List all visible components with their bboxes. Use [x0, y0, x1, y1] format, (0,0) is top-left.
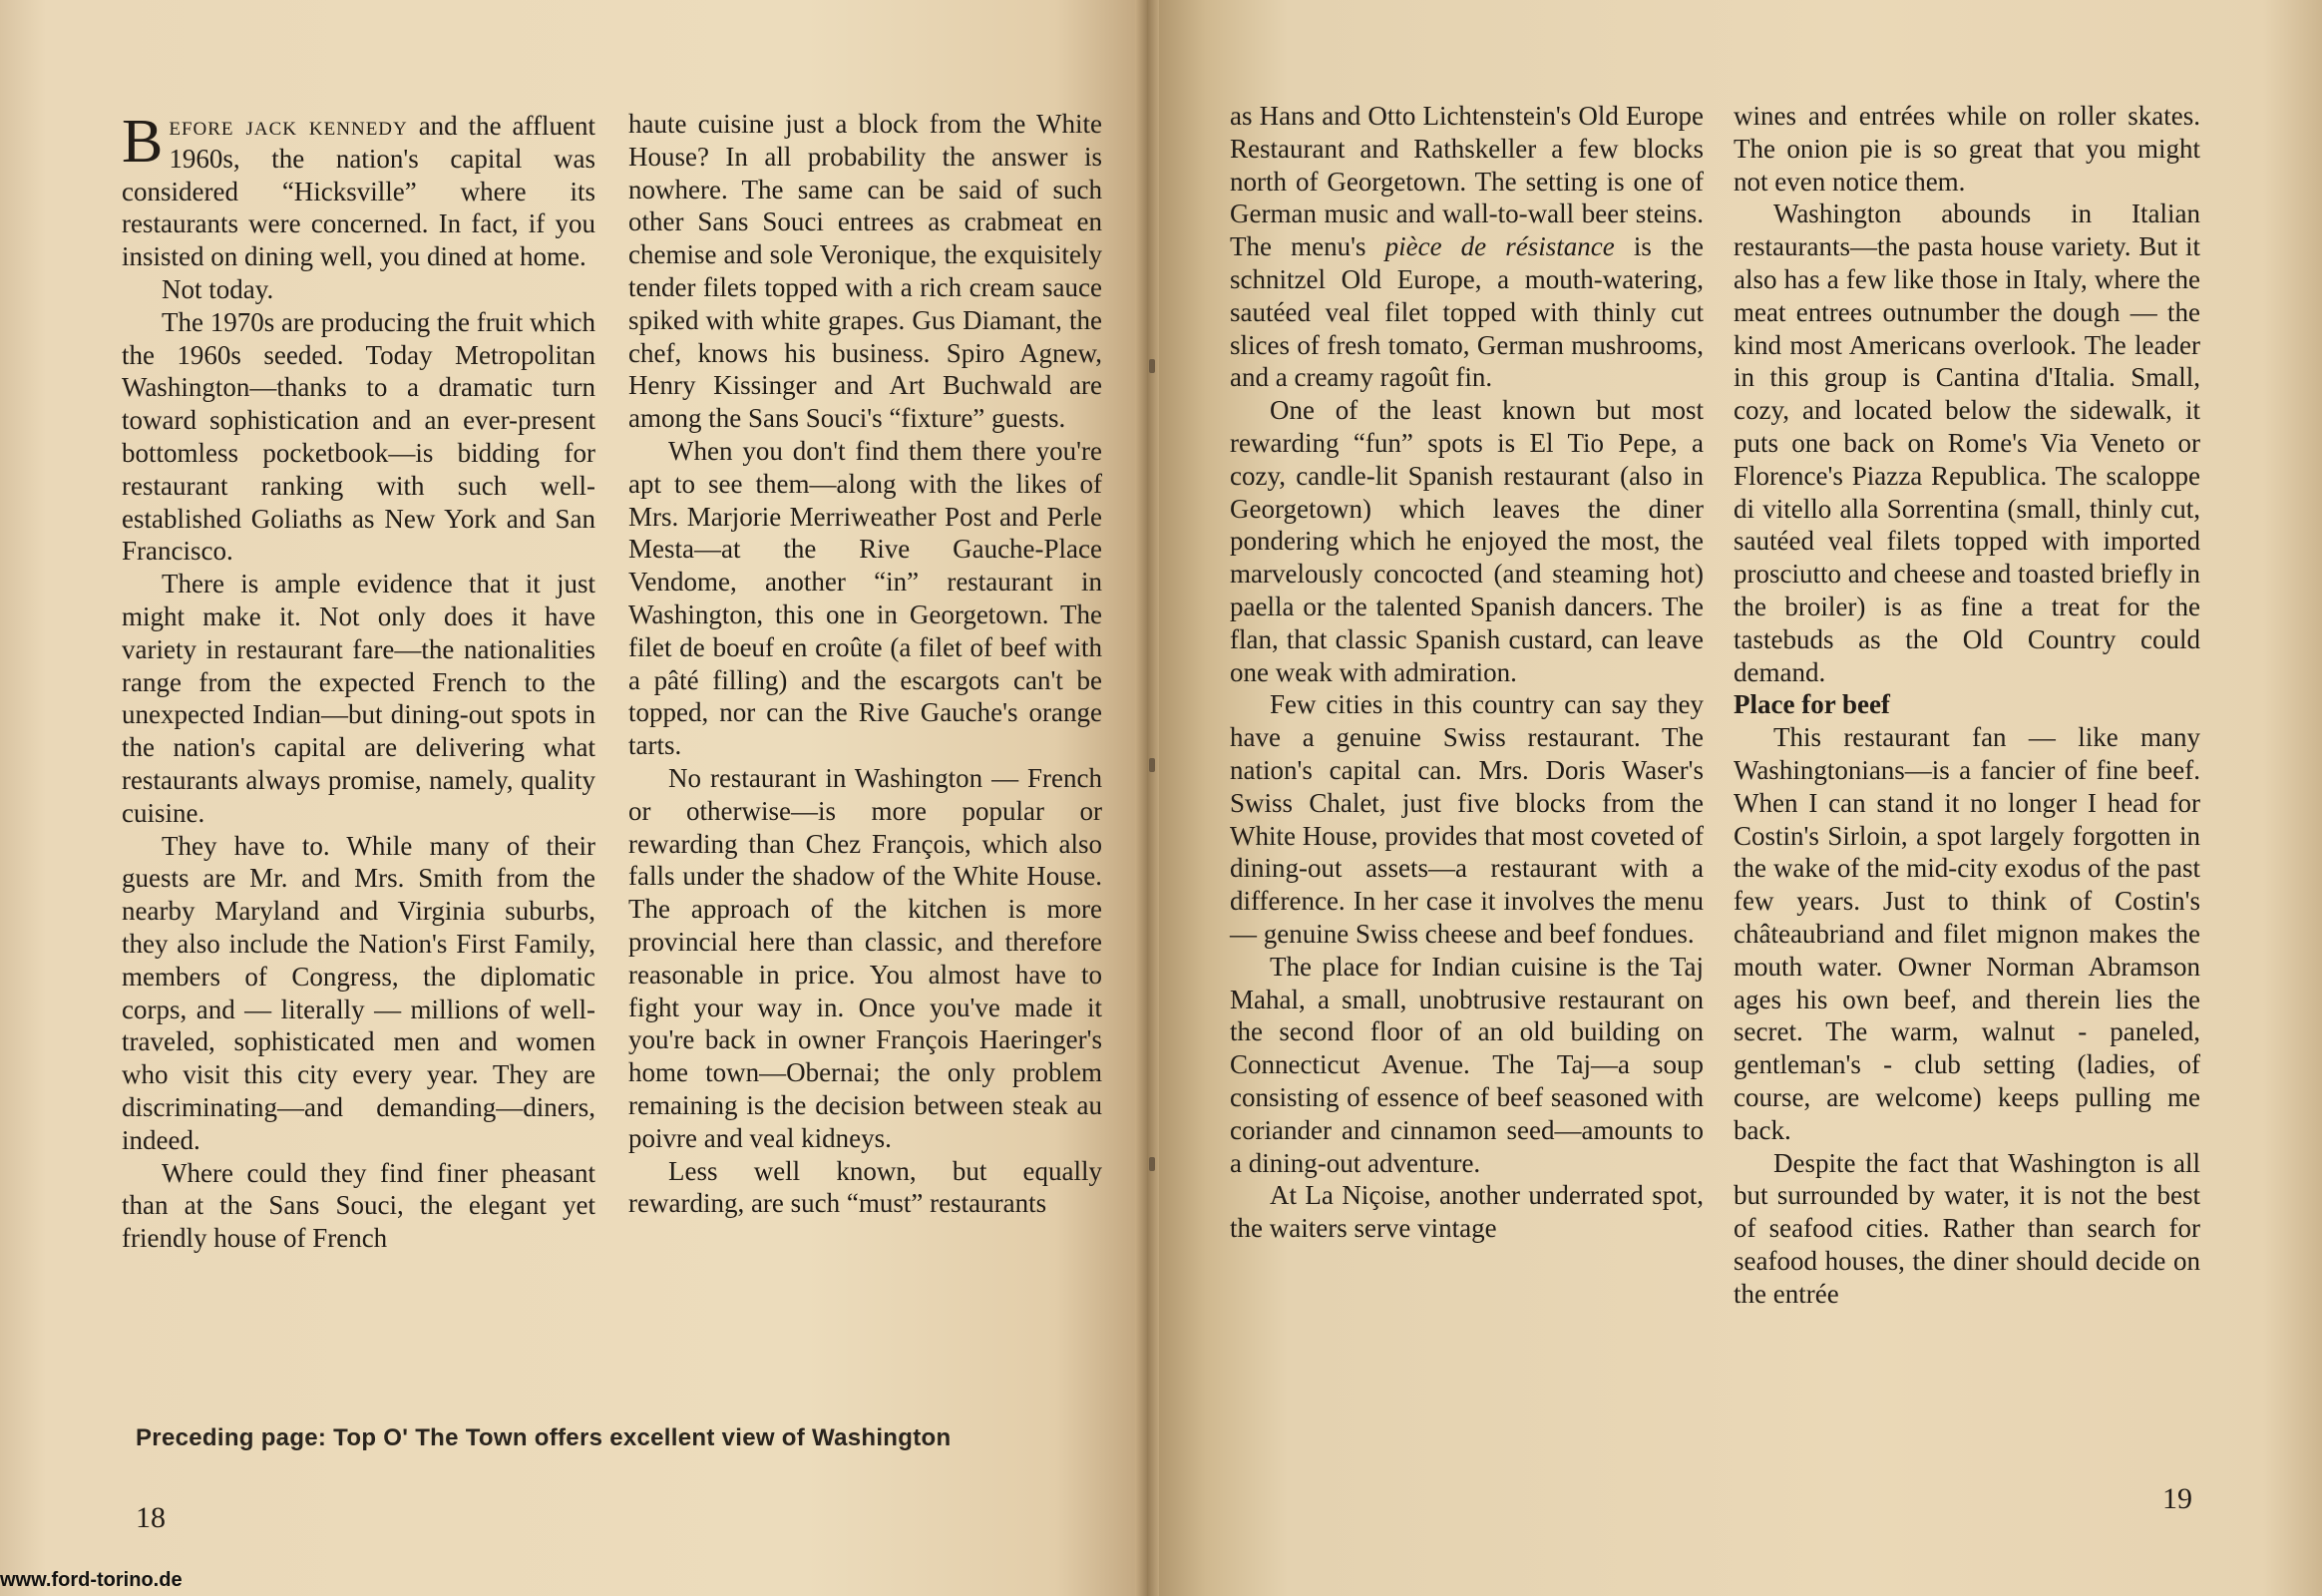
- binding-staple: [1149, 359, 1155, 373]
- opening-paragraph: [122, 110, 595, 273]
- paragraph: At La Niçoise, another underrated spot, the waiters serve vintage: [1230, 1180, 1704, 1244]
- paragraph: There is ample evidence that it just might make it. Not only does it have variety in restaurant fare—the nationalities range from the expected French to the unexpected Indian—but dining-out spots in the nation's capital are delivering what restaurants always promise, namely, quality cuisine.: [122, 569, 595, 828]
- paragraph: This restaurant fan — like many Washingtonians—is a fancier of fine beef. When I can stand it no longer I head for Costin's Sirloin, a spot largely forgotten in the wake of the mid-city exodus of the past few years. Just to think of Costin's châteaubriand and filet mignon makes the mouth water. Owner Norman Abramson ages his own beef, and therein lies the secret. The warm, walnut - paneled, gentleman's - club setting (ladies, of course, are welcome) keeps pulling me back.: [1734, 722, 2200, 1145]
- paragraph: Despite the fact that Washington is all but surrounded by water, it is not the best of seafood cities. Rather than search for seafood houses, the diner should decide on the entrée: [1734, 1147, 2200, 1309]
- paragraph-text: as Hans and Otto Lichtenstein's Old Europe Restaurant and Rathskeller a few blocks north of Georgetown. The setting is one of German music and wall-to-wall beer steins. The menu's: [1230, 101, 1704, 262]
- book-spine-gutter: [1135, 0, 1159, 1596]
- photo-caption: Preceding page: Top O' The Town offers excellent view of Washington: [136, 1424, 952, 1451]
- paragraph: Where could they find finer pheasant than at the Sans Souci, the elegant yet friendly house of French: [122, 1157, 595, 1254]
- paragraph: Not today.: [162, 273, 274, 304]
- binding-staple: [1149, 758, 1155, 772]
- article-column-1: [122, 110, 595, 1255]
- italic-phrase: pièce de résistance: [1384, 231, 1615, 262]
- paragraph: [1230, 100, 1704, 394]
- paragraph: One of the least known but most rewarding “fun” spots is El Tio Pepe, a cozy, candle-lit Spanish restaurant (also in Georgetown) which leaves the diner pondering which he enjoyed the most, the marvelously concocted (and steaming hot) paella or the talented Spanish dancers. The flan, that classic Spanish custard, can leave one weak with admiration.: [1230, 395, 1704, 687]
- article-column-4: [1734, 100, 2200, 1310]
- paragraph: When you don't find them there you're apt to see them—along with the likes of Mrs. Marjorie Merriweather Post and Perle Mesta—at the Rive Gauche-Place Vendome, another “in” restaurant in Washington, this one in Georgetown. The filet de boeuf en croûte (a filet of beef with a pâté filling) and the escargots can't be topped, nor can the Rive Gauche's orange tarts.: [628, 435, 1102, 761]
- paragraph: haute cuisine just a block from the White House? In all probability the answer is nowhere. The same can be said of such other Sans Souci entrees as crabmeat en chemise and sole Veronique, the exquisitely tender filets topped with a rich cream sauce spiked with white grapes. Gus Diamant, the chef, knows his business. Spiro Agnew, Henry Kissinger and Art Buchwald are among the Sans Souci's “fixture” guests.: [628, 109, 1102, 434]
- drop-cap: B: [122, 108, 164, 176]
- page-number-left: 18: [136, 1501, 166, 1534]
- paragraph: wines and entrées while on roller skates. The onion pie is so great that you might not even notice them.: [1734, 101, 2200, 197]
- section-subhead: Place for beef: [1734, 689, 1890, 720]
- paragraph: Washington abounds in Italian restaurants—the pasta house variety. But it also has a few like those in Italy, where the meat entrees outnumber the dough — the kind most Americans overlook. The leader in this group is Cantina d'Italia. Small, cozy, and located below the sidewalk, it puts one back on Rome's Via Veneto or Florence's Piazza Republica. The scaloppe di vitello alla Sorrentina (small, thinly cut, sautéed veal filets topped with imported prosciutto and cheese and toasted briefly in the broiler) is as fine a treat for the tastebuds as the Old Country could demand.: [1734, 199, 2200, 687]
- lead-in: efore jack kennedy: [169, 111, 408, 141]
- paragraph-text: is the schnitzel Old Europe, a mouth-watering, sautéed veal filet topped with thinly cut slices of fresh tomato, German mushrooms, and a creamy ragoût fin.: [1230, 231, 1705, 393]
- paragraph: They have to. While many of their guests are Mr. and Mrs. Smith from the nearby Maryland and Virginia suburbs, they also include the Nation's First Family, members of Congress, the diplomatic corps, and — literally — millions of well-traveled, sophisticated men and women who visit this city every year. They are discriminating—and demanding—diners, indeed.: [122, 830, 595, 1155]
- paragraph: and the affluent 1960s, the nation's capital was considered “Hicksville” where its restaurants were concerned. In fact, if you insisted on dining well, you dined at home.: [122, 111, 596, 272]
- watermark-url: www.ford-torino.de: [0, 1569, 183, 1591]
- right-page: [1147, 0, 2322, 1596]
- paragraph: Less well known, but equally rewarding, are such “must” restaurants: [628, 1155, 1102, 1219]
- page-number-right: 19: [2162, 1482, 2192, 1515]
- binding-staple: [1149, 1157, 1155, 1171]
- article-column-3: [1230, 100, 1704, 1245]
- paragraph: Few cities in this country can say they have a genuine Swiss restaurant. The nation's capital can. Mrs. Doris Waser's Swiss Chalet, just five blocks from the White House, provides that most coveted of dining-out assets—a restaurant with a difference. In her case it involves the menu — genuine Swiss cheese and beef fondues.: [1230, 689, 1704, 949]
- paragraph: The place for Indian cuisine is the Taj Mahal, a small, unobtrusive restaurant on the second floor of an old building on Connecticut Avenue. The Taj—a soup consisting of essence of beef seasoned with coriander and cinnamon seed—amounts to a dining-out adventure.: [1230, 951, 1704, 1178]
- left-page: [0, 0, 1147, 1596]
- paragraph: The 1970s are producing the fruit which the 1960s seeded. Today Metropolitan Washington—thanks to a dramatic turn toward sophistication and an ever-present bottomless pocketbook—is bidding for restaurant ranking with such well-established Goliaths as New York and San Francisco.: [122, 306, 595, 567]
- paragraph: No restaurant in Washington — French or otherwise—is more popular or rewarding than Chez François, which also falls under the shadow of the White House. The approach of the kitchen is more provincial here than classic, and therefore reasonable in price. You almost have to fight your way in. Once you've made it you're back in owner François Haeringer's home town—Obernai; the only problem remaining is the decision between steak au poivre and veal kidneys.: [628, 762, 1102, 1153]
- article-column-2: [628, 108, 1102, 1220]
